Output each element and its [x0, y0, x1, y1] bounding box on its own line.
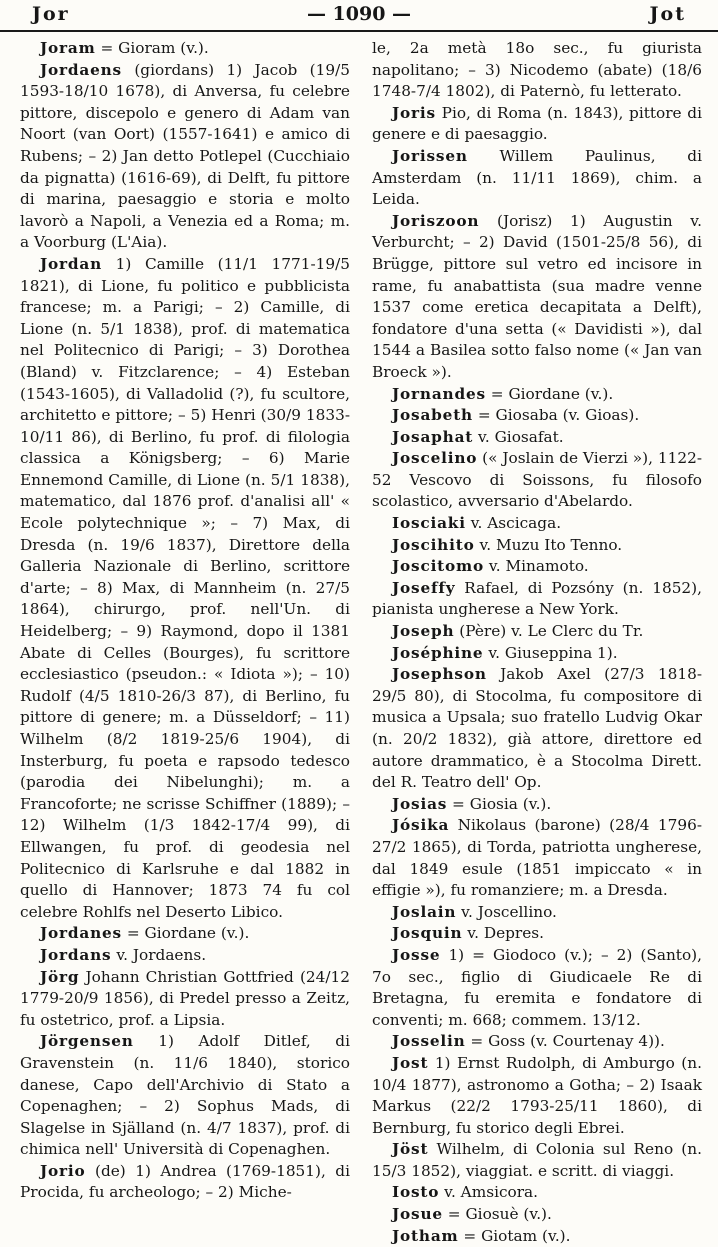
entry-headword: Joscitomo	[392, 557, 485, 576]
entry-text: v. Jordaens.	[111, 945, 207, 964]
dictionary-entry	[372, 621, 702, 643]
dictionary-entry	[372, 578, 702, 621]
dictionary-entry	[372, 945, 702, 1031]
entry-text: v. Amsicora.	[439, 1183, 539, 1202]
entry-text: le, 2a metà 18o sec., fu giurista napolitano; – 3) Nicodemo (abate) (18/6 1748-7/4 1802), di Paternò, fu letterato.	[372, 39, 702, 101]
entry-text: v. Giuseppina 1).	[483, 643, 618, 662]
dictionary-entry	[372, 923, 702, 945]
entry-text: = Giosuè (v.).	[442, 1205, 552, 1224]
dictionary-entry	[372, 448, 702, 513]
entry-text: 1) Camille (11/1 1771-19/5 1821), di Lione, fu politico e pubblicista francese; m. a Parigi; – 2) Camille, di Lione (n. 5/1 1838), prof. di matematica nel Politecnico di Parigi; – 3) Dorothea (Bland) v. Fitzclarence; – 4) Esteban (1543-1605), di Valladolid (?), fu scultore, architetto e pittore; – 5) Henri (30/9 1833-10/11 86), di Berlino, fu prof. di filologia classica a Königsberg; – 6) Marie Ennemond Camille, di Lione (n. 5/1 1838), matematico, dal 1876 prof. d'analisi all' « Ecole polytechnique »; – 7) Max, di Dresda (n. 19/6 1837), Direttore della Galleria Nazionale di Berlino, scrittore d'arte; – 8) Max, di Mannheim (n. 27/5 1864), chirurgo, prof. nell'Un. di Heidelberg; – 9) Raymond, dopo il 1381 Abate di Celles (Bourges), fu scrittore ecclesiastico (pseudon.: « Idiota »); – 10) Rudolf (4/5 1810-26/3 87), di Berlino, fu pittore di genere; m. a Düsseldorf; – 11) Wilhelm (8/2 1819-25/6 1904), di Insterburg, fu poeta e rapsodo tedesco (parodia dei Nibelunghi); m. a Francoforte; ne scrisse Schiffner (1889); – 12) Wilhelm (1/3 1842-17/4 99), di Ellwangen, fu prof. di geodesia nel Politecnico di Karlsruhe e dal 1882 in quello di Hannover; 1873 74 fu col celebre Rohlfs nel Deserto Libico.	[20, 254, 350, 921]
page-number: — 1090 —	[306, 3, 412, 25]
dictionary-entry	[372, 643, 702, 665]
entry-headword: Joseph	[392, 622, 455, 641]
header-right-guideword: Jot	[649, 3, 686, 25]
dictionary-entry	[372, 664, 702, 794]
entry-headword: Josaphat	[392, 427, 474, 446]
entry-text: = Goss (v. Courtenay 4)).	[465, 1032, 665, 1051]
entry-headword: Jornandes	[392, 384, 486, 403]
entry-text: Nikolaus (barone) (28/4 1796-27/2 1865), di Torda, patriotta ungherese, dal 1849 esule (1851 impiccato « in effigie »), fu romanziere; m. a Dresda.	[372, 816, 702, 900]
entry-text: = Gioram (v.).	[95, 39, 209, 57]
entry-text: v. Minamoto.	[484, 557, 589, 576]
entry-headword: Josias	[392, 794, 448, 813]
dictionary-entry	[372, 1139, 702, 1182]
header-left-guideword: Jor	[32, 3, 70, 25]
entry-text: 1) Ernst Rudolph, di Amburgo (n. 10/4 1877), astronomo a Gotha; – 2) Isaak Markus (22/2 1793-25/11 1860), di Bernburg, fu storico degli Ebrei.	[372, 1053, 702, 1137]
header-rule	[0, 30, 718, 32]
dictionary-entry	[372, 535, 702, 557]
entry-headword: Jöst	[392, 1140, 429, 1159]
dictionary-entry	[372, 211, 702, 384]
entry-headword: Jotham	[392, 1226, 459, 1245]
entry-headword: Josabeth	[392, 406, 473, 425]
entry-text: = Giosaba (v. Gioas).	[472, 406, 640, 425]
entry-headword: Iosto	[392, 1183, 440, 1202]
entry-headword: Josse	[392, 945, 441, 964]
entry-headword: Joslain	[392, 902, 457, 921]
entry-headword: Jordanes	[40, 924, 122, 943]
entry-text: Pio, di Roma (n. 1843), pittore di genere e di paesaggio.	[372, 103, 702, 144]
entry-headword: Jörgensen	[40, 1032, 134, 1051]
dictionary-entry	[372, 902, 702, 924]
entry-text: (Jorisz) 1) Augustin v. Verburcht; – 2) David (1501-25/8 56), di Brügge, pittore sul vetro ed incisore in rame, fu anabattista (sua madre venne 1537 come eretica decapitata a Delft), fondatore d'una setta (« Davidisti »), dal 1544 a Basilea sotto falso nome (« Jan van Broeck »).	[372, 211, 702, 381]
entry-text: v. Ascicaga.	[465, 514, 562, 533]
dictionary-entry	[20, 1031, 350, 1161]
dictionary-entry	[372, 1226, 702, 1247]
page-header	[0, 0, 718, 30]
dictionary-entry	[372, 1204, 702, 1226]
dictionary-entry	[372, 103, 702, 146]
entry-text: v. Giosafat.	[473, 427, 564, 446]
dictionary-entry	[372, 384, 702, 406]
entry-text: v. Muzu Ito Tenno.	[474, 535, 623, 554]
entry-headword: Joris	[392, 103, 436, 122]
dictionary-entry-continuation	[372, 38, 702, 103]
entry-headword: Joriszoon	[392, 211, 480, 230]
dictionary-entry	[20, 923, 350, 945]
entry-headword: Jordans	[40, 945, 112, 964]
dictionary-entry	[372, 405, 702, 427]
dictionary-entry	[20, 254, 350, 923]
entry-headword: Joseffy	[392, 578, 456, 597]
entry-text: Jakob Axel (27/3 1818-29/5 80), di Stocolma, fu compositore di musica a Upsala; suo fratello Ludvig Okar (n. 20/2 1832), già attore, direttore ed autore drammatico, è a Stocolma Dirett. del R. Teatro dell' Op.	[372, 665, 702, 792]
entry-headword: Josselin	[392, 1032, 466, 1051]
entry-headword: Jorissen	[392, 146, 468, 165]
entry-text: (de) 1) Andrea (1769-1851), di Procida, fu archeologo; – 2) Miche-	[20, 1161, 350, 1202]
dictionary-entry	[372, 146, 702, 211]
entry-headword: Jósika	[392, 816, 450, 835]
entry-headword: Jost	[392, 1053, 429, 1072]
dictionary-entry	[20, 60, 350, 254]
entry-text: 1) Adolf Ditlef, di Gravenstein (n. 11/6 1840), storico danese, Capo dell'Archivio di Stato a Copenaghen; – 2) Sophus Mads, di Slagelse in Själland (n. 4/7 1837), prof. di chimica nell' Università di Copenaghen.	[20, 1032, 350, 1159]
entry-text: (giordans) 1) Jacob (19/5 1593-18/10 1678), di Anversa, fu celebre pittore, discepolo e genero di Adam van Noort (van Oort) (1557-1641) e amico di Rubens; – 2) Jan detto Potlepel (Cucchiaio da pignatta) (1616-69), di Delft, fu pittore di marina, paesaggio e storia e molto lavorò a Napoli, a Venezia ed a Roma; m. a Voorburg (L'Aia).	[20, 60, 350, 252]
entry-headword: Joscelino	[392, 449, 478, 468]
dictionary-entry	[372, 815, 702, 901]
entry-headword: Josue	[392, 1205, 443, 1224]
dictionary-entry	[372, 513, 702, 535]
entry-headword: Josephson	[392, 665, 487, 684]
entry-headword: Iosciaki	[392, 514, 466, 533]
entry-text: v. Depres.	[462, 924, 545, 943]
entry-headword: Joséphine	[392, 643, 484, 662]
dictionary-entry	[20, 38, 350, 60]
entry-text: Rafael, di Pozsóny (n. 1852), pianista ungherese a New York.	[372, 578, 702, 619]
dictionary-entry	[20, 1161, 350, 1204]
left-column	[20, 38, 350, 1202]
entry-headword: Jorio	[40, 1161, 86, 1180]
entry-text: (Père) v. Le Clerc du Tr.	[454, 622, 644, 641]
entry-text: = Giosia (v.).	[447, 794, 552, 813]
entry-headword: Jordaens	[40, 60, 122, 79]
entry-text: Johann Christian Gottfried (24/12 1779-20/9 1856), di Predel presso a Zeitz, fu ostetrico, prof. a Lipsia.	[20, 967, 350, 1029]
dictionary-entry	[372, 427, 702, 449]
entry-headword: Joram	[40, 39, 96, 57]
dictionary-entry	[20, 967, 350, 1032]
entry-headword: Joscihito	[392, 535, 475, 554]
entry-text: = Giordane (v.).	[121, 924, 250, 943]
dictionary-entry	[372, 1053, 702, 1139]
entry-text: Willem Paulinus, di Amsterdam (n. 11/11 1869), chim. a Leida.	[372, 146, 702, 209]
dictionary-entry	[20, 945, 350, 967]
dictionary-entry	[372, 794, 702, 816]
right-column	[372, 38, 702, 1245]
entry-text: = Giotam (v.).	[458, 1226, 571, 1245]
entry-headword: Jörg	[40, 967, 80, 986]
dictionary-entry	[372, 1182, 702, 1204]
entry-text: Wilhelm, di Colonia sul Reno (n. 15/3 1852), viaggiat. e scritt. di viaggi.	[372, 1140, 702, 1180]
entry-headword: Jordan	[40, 254, 103, 273]
entry-text: 1) = Giodoco (v.); – 2) (Santo), 7o sec., figlio di Giudicaele Re di Bretagna, fu eremita e fondatore di conventi; m. 668; commem. 13/12.	[372, 945, 702, 1029]
dictionary-entry	[372, 1031, 702, 1053]
entry-text: = Giordane (v.).	[485, 384, 614, 403]
entry-headword: Josquin	[392, 924, 463, 943]
entry-text: (« Joslain de Vierzi »), 1122-52 Vescovo di Soissons, fu filosofo scolastico, avversario d'Abelardo.	[372, 449, 702, 511]
dictionary-entry	[372, 556, 702, 578]
entry-text: v. Joscellino.	[456, 902, 557, 921]
